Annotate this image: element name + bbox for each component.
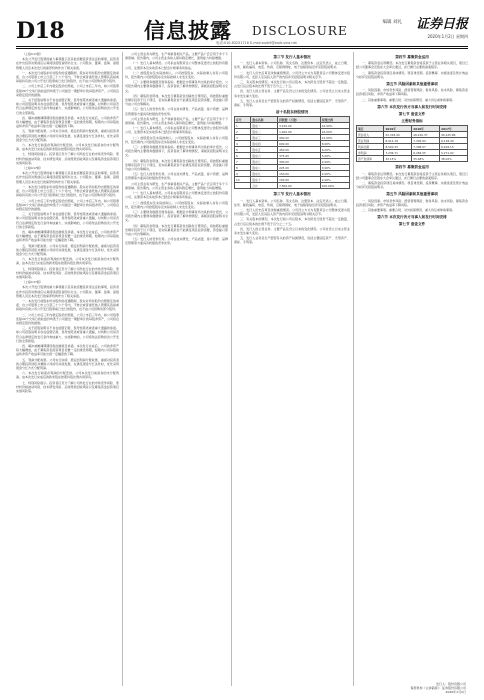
- table-cell: 合计: [251, 183, 278, 189]
- body-paragraph: 本次公开发行股票的重大事项提示及其他需要投资者注意的事项，投资者在作出投资决策前应认真阅读招股说明书全文。公司股东、董事、监事、高级管理人员及本次发行的保荐机构作出了相关承诺。: [16, 171, 119, 184]
- section-heading: 第三节 发行人基本情况: [273, 192, 311, 197]
- table-cell: 7: [235, 159, 251, 165]
- table-cell: 股东三: [251, 135, 278, 141]
- table-cell: 375.00: [278, 153, 321, 159]
- table-header-cell: 持股数（万股）: [278, 117, 321, 123]
- body-paragraph: 公司主营业务为研发、生产和销售相关产品，主要产品广泛应用于多个下游领域。报告期内，公司主营业务收入保持稳定增长，盈利能力持续增强。: [125, 116, 228, 126]
- issue-date: 2020年1月2日 星期四: [427, 34, 468, 39]
- body-paragraph: 四、填补被摊薄即期回报的措施及承诺。本次发行完成后，公司的净资产将大幅增加，由于募集资金投资项目需要一定的建设周期，短期内公司每股收益和净资产收益率可能出现一定幅度的下降。: [16, 115, 119, 129]
- table-header-cell: 股东名称: [251, 117, 278, 123]
- section-title-cn: 信息披露: [144, 18, 232, 43]
- section-heading: 第五节 风险因素和其他重要事项: [386, 192, 438, 197]
- body-paragraph: （四）募集资金用途。本次发行募集资金扣除发行费用后，将按照轻重缓急顺序投资于以下项目，若实际募集资金不能满足项目投资需要，资金缺口部分由公司自筹解决。: [125, 93, 228, 107]
- table-cell: 8,412.19: [384, 138, 412, 144]
- body-paragraph: 二、募集资金投资项目具体情况。项目建设期、投资概算、实施进度及预计效益分析详见招股说明书。: [356, 70, 468, 79]
- section-heading: 第六节 本次发行各方当事人和发行时间安排: [377, 104, 447, 109]
- body-paragraph: （二）控股股东及实际控制人。公司控股股东、实际控制人持有公司股份，报告期内公司控股股东及实际控制人未发生变化。: [125, 70, 228, 80]
- table-cell: 5,271.92: [440, 150, 468, 156]
- text-column-3: [234, 52, 350, 686]
- data-table: [234, 116, 350, 189]
- body-paragraph: 四、填补被摊薄即期回报的措施及承诺。本次发行完成后，公司的净资产将大幅增加，由于募集资金投资项目需要一定的建设周期，短期内公司每股收益和净资产收益率可能出现一定幅度的下降。: [16, 344, 119, 357]
- body-paragraph: （一）发行人基本情况。公司系由有限责任公司整体变更设立的股份有限公司，注册资本及实收资本已经会计师事务所验证。: [125, 191, 228, 200]
- text-column-2: [125, 52, 228, 686]
- table-cell: 600.00: [278, 141, 321, 147]
- body-paragraph: 二、公司上市后三年内稳定股价的预案，公司上市后三年内，如公司股票连续20个交易日的收盘价均低于公司最近一期经审计的每股净资产，公司将启动稳定股价的措施。: [16, 312, 119, 325]
- body-paragraph: （一）发行人基本情况。公司系由有限责任公司整体变更设立的股份有限公司，注册资本及实收资本已经会计师事务所验证。: [125, 126, 228, 135]
- body-paragraph: （三）主要财务数据及财务指标。根据会计师事务所出具的审计报告，公司报告期内主要财务数据如下，投资者欲了解详细情况，请阅读招股说明书全文。: [125, 145, 228, 158]
- body-paragraph: 五、发行人业务及生产经营有关的资产权属情况，包括主要固定资产、无形资产、商标、专利等。: [234, 98, 350, 108]
- body-paragraph: （上接C17版）: [22, 52, 43, 56]
- table-cell: 净利润: [357, 150, 384, 156]
- table-cell: 38.02%: [440, 156, 468, 162]
- table-cell: 8.00%: [320, 141, 349, 147]
- column-divider: [122, 52, 123, 686]
- section-title-en: DISCLOSURE: [252, 24, 348, 38]
- table-cell: 股东九: [251, 171, 278, 177]
- table-cell: 10: [235, 177, 251, 183]
- body-paragraph: 二、募集资金投资项目具体情况。项目建设期、投资概算、实施进度及预计效益分析详见招股说明书。: [356, 181, 468, 190]
- section-heading: 第七节 备查文件: [398, 112, 426, 117]
- table-cell: 7,236.71: [384, 150, 412, 156]
- table-cell: 6,204.15: [440, 144, 468, 150]
- table-cell: 4.00%: [320, 159, 349, 165]
- table-header-cell: 2019年: [384, 126, 412, 132]
- body-paragraph: 三、有关股本的情况。本次发行前公司总股本，本次拟发行股份不超过一定数量，占发行后总股本的比例不低于百分之二十五。: [234, 217, 350, 226]
- body-paragraph: 一、风险因素。市场竞争风险、经营管理风险、财务风险、技术风险、募集资金投资项目风险、净资产收益率下降风险。: [356, 88, 468, 97]
- table-cell: 5: [235, 147, 251, 153]
- body-paragraph: 三、关于招股说明书不存在虚假记载、误导性陈述或者重大遗漏的承诺。如公司招股说明书存在虚假记载、误导性陈述或者重大遗漏，对判断公司是否符合法律规定的发行条件构成重大、实质影响的，公司将依法回购首次公开发行的全部新股。: [16, 212, 119, 229]
- body-paragraph: 五、利润分配政策。公司实行持续、稳定的利润分配政策，重视对投资者的合理投资回报并兼顾公司的可持续发展，在满足现金分红条件时，优先采用现金分红方式分配利润。: [16, 243, 119, 256]
- body-paragraph: 六、本次发行前滚存利润的分配安排。公司本次发行前滚存的未分配利润，由本次发行完成后的新老股东按照持股比例共同享有。: [16, 257, 119, 266]
- body-paragraph: 三、有关股本的情况。本次发行前公司总股本，本次拟发行股份不超过一定数量，占发行后总股本的比例不低于百分之二十五。: [234, 80, 350, 89]
- table-row: [357, 156, 468, 162]
- table-cell: 6,284.55: [412, 150, 440, 156]
- body-paragraph: 四、发行人的主营业务、主要产品及设立以来的变化情况。公司自设立以来主营业务未发生重大变化。: [234, 89, 350, 98]
- table-cell: 股东二: [251, 129, 278, 135]
- footer-issuer: 发行人：股份有限公司: [435, 682, 466, 686]
- table-cell: 9: [235, 171, 251, 177]
- footer-underwriter: 保荐机构（主承销商）：证券股份有限公司: [410, 686, 466, 690]
- table-cell: 3.00%: [320, 165, 349, 171]
- header-rule: [16, 46, 468, 47]
- body-paragraph: 一、募集资金运用概况。本次发行募集资金将投资于主营业务相关项目，项目已经公司董事会及股东大会审议通过，并已履行必要的备案程序。: [356, 171, 468, 180]
- table-cell: 150.00: [278, 171, 321, 177]
- table-cell: 1,200.00: [278, 129, 321, 135]
- body-paragraph: 四、发行人的主营业务、主要产品及设立以来的变化情况。公司自设立以来主营业务未发生重大变化。: [234, 226, 350, 236]
- table-cell: 900.00: [278, 135, 321, 141]
- table-cell: 股东五: [251, 147, 278, 153]
- table-cell: 利润总额: [357, 144, 384, 150]
- body-paragraph: 一、风险因素。市场竞争风险、经营管理风险、财务风险、技术风险、募集资金投资项目风险、净资产收益率下降风险。: [356, 198, 468, 207]
- table-cell: 7,500.00: [278, 183, 321, 189]
- section-heading: 第六节 本次发行各方当事人和发行时间安排: [377, 215, 447, 220]
- body-paragraph: （五）发行人的竞争优势。公司在技术研发、产品质量、客户资源、品牌及管理等方面具有较强的竞争优势。: [125, 237, 228, 246]
- body-paragraph: 一、本次发行前股东所持股份的流通限制、股东对所持股份自愿锁定的承诺，自公司股票上市之日起三十六个月内，不转让或者委托他人管理其直接或间接持有的公司公开发行股票前已发行的股份，也不由公司回购该部分股份。: [16, 70, 119, 84]
- table-cell: 300.00: [278, 159, 321, 165]
- body-paragraph: 一、本次发行前股东所持股份的流通限制、股东对所持股份自愿锁定的承诺，自公司股票上市之日起三十六个月内，不转让或者委托他人管理其直接或间接持有的公司公开发行股票前已发行的股份，也不由公司回购该部分股份。: [16, 184, 119, 198]
- section-heading: 第三节 发行人基本情况: [273, 55, 311, 59]
- body-paragraph: （五）发行人的竞争优势。公司在技术研发、产品质量、客户资源、品牌及管理等方面具有较强的竞争优势。: [125, 172, 228, 181]
- body-paragraph: （四）募集资金用途。本次发行募集资金扣除发行费用后，将按照轻重缓急顺序投资于以下项目，若实际募集资金不能满足项目投资需要，资金缺口部分由公司自筹解决。: [125, 223, 228, 236]
- table-cell: 3: [235, 135, 251, 141]
- body-paragraph: （五）发行人的竞争优势。公司在技术研发、产品质量、客户资源、品牌及管理等方面具有较强的竞争优势。: [125, 107, 228, 116]
- body-paragraph: 二、发行人历史沿革及改制重组情况。公司设立方式为有限责任公司整体变更为股份有限公司，发起人及其投入资产的内容详见招股说明书相关章节。: [234, 70, 350, 79]
- table-cell: 2.00%: [320, 177, 349, 183]
- table-cell: 资产负债率: [357, 156, 384, 162]
- table-header-cell: 序号: [235, 117, 251, 123]
- table-cell: 5.00%: [320, 153, 349, 159]
- body-paragraph: （上接C17版）: [22, 166, 43, 171]
- table-header-cell: 2017年: [440, 126, 468, 132]
- table-cell: 450.00: [278, 147, 321, 153]
- table-cell: 150.00: [278, 177, 321, 183]
- table-cell: 100.00%: [320, 183, 349, 189]
- contact-line: 电话:010-83251716 E-mail:zqrb9@zqrb.sina.net: [216, 41, 297, 45]
- table-header-cell: 持股比例: [320, 117, 349, 123]
- table-cell: 2.00%: [320, 171, 349, 177]
- body-paragraph: 二、其他重要事项。重要合同、对外担保情况、重大诉讼或仲裁事项。: [362, 208, 456, 213]
- body-paragraph: （二）控股股东及实际控制人。公司控股股东、实际控制人持有公司股份，报告期内公司控股股东及实际控制人未发生变化。: [125, 200, 228, 209]
- body-paragraph: 二、其他重要事项。重要合同、对外担保情况、重大诉讼或仲裁事项。: [362, 97, 456, 102]
- footer-date: 2020年1月2日: [445, 690, 466, 694]
- column-divider: [353, 52, 354, 686]
- table-title: 主要财务指标: [401, 119, 423, 124]
- footer-note: [410, 682, 466, 694]
- section-heading: 第四节 募集资金运用: [395, 165, 429, 170]
- body-paragraph: 七、特别风险提示。投资者应充分了解公司所处行业的市场竞争风险、原材料价格波动风险、技术研发风险、应收账款回收风险以及募集资金投资项目实施风险等。: [16, 266, 119, 279]
- table-cell: 42.00%: [320, 123, 349, 129]
- table-cell: 35.48%: [412, 156, 440, 162]
- table-cell: 股东一: [251, 123, 278, 129]
- section-heading: 第四节 募集资金运用: [395, 55, 429, 59]
- body-paragraph: 三、关于招股说明书不存在虚假记载、误导性陈述或者重大遗漏的承诺。如公司招股说明书存在虚假记载、误导性陈述或者重大遗漏，对判断公司是否符合法律规定的发行条件构成重大、实质影响的，公司将依法回购首次公开发行的全部新股。: [16, 326, 119, 343]
- body-paragraph: 一、本次发行前股东所持股份的流通限制、股东对所持股份自愿锁定的承诺，自公司股票上市之日起三十六个月内，不转让或者委托他人管理其直接或间接持有的公司公开发行股票前已发行的股份，也不由公司回购该部分股份。: [16, 298, 119, 312]
- body-paragraph: （三）主要财务数据及财务指标。根据会计师事务所出具的审计报告，公司报告期内主要财务数据如下，投资者欲了解详细情况，请阅读招股说明书全文。: [125, 80, 228, 93]
- body-paragraph: 一、募集资金运用概况。本次发行募集资金将投资于主营业务相关项目，项目已经公司董事会及股东大会审议通过，并已履行必要的备案程序。: [356, 61, 468, 70]
- paper-name: 证券日报: [415, 17, 468, 32]
- table-cell: 7,398.07: [412, 144, 440, 150]
- body-paragraph: （二）控股股东及实际控制人。公司控股股东、实际控制人持有公司股份，报告期内公司控股股东及实际控制人未发生变化。: [125, 135, 228, 144]
- body-paragraph: 本次公开发行股票的重大事项提示及其他需要投资者注意的事项，投资者在作出投资决策前应认真阅读招股说明书全文。公司股东、董事、监事、高级管理人员及本次发行的保荐机构作出了相关承诺。: [16, 57, 119, 70]
- data-table: [356, 125, 468, 162]
- table-cell: 2: [235, 129, 251, 135]
- body-paragraph: 五、利润分配政策。公司实行持续、稳定的利润分配政策，重视对投资者的合理投资回报并兼顾公司的可持续发展，在满足现金分红条件时，优先采用现金分红方式分配利润。: [16, 357, 119, 371]
- body-paragraph: 二、发行人历史沿革及改制重组情况。公司设立方式为有限责任公司整体变更为股份有限公司，发起人及其投入资产的内容详见招股说明书相关章节。: [234, 208, 350, 217]
- body-paragraph: 六、本次发行前滚存利润的分配安排。公司本次发行前滚存的未分配利润，由本次发行完成后的新老股东按照持股比例共同享有。: [16, 371, 119, 380]
- masthead: [16, 18, 468, 44]
- body-paragraph: 一、发行人基本资料。公司名称、英文名称、注册资本、法定代表人、成立日期、住所、邮政编码、电话、传真、互联网网址、电子信箱等信息详见招股说明书。: [234, 198, 350, 207]
- editor-credit: 编辑 刘礼: [382, 20, 402, 25]
- body-paragraph: 二、公司上市后三年内稳定股价的预案，公司上市后三年内，如公司股票连续20个交易日的收盘价均低于公司最近一期经审计的每股净资产，公司将启动稳定股价的措施。: [16, 84, 119, 97]
- table-cell: 6.00%: [320, 147, 349, 153]
- table-cell: 40,125.86: [440, 132, 468, 138]
- table-cell: 6,118.40: [440, 138, 468, 144]
- table-cell: 1: [235, 123, 251, 129]
- table-cell: 营业收入: [357, 132, 384, 138]
- table-cell: 46,210.37: [412, 132, 440, 138]
- body-paragraph: 公司主营业务为研发、生产和销售相关产品，主要产品广泛应用于多个下游领域。报告期内，公司主营业务收入保持稳定增长，盈利能力持续增强。: [125, 181, 228, 190]
- table-cell: 7,305.62: [412, 138, 440, 144]
- table-header-cell: 项目: [357, 126, 384, 132]
- table-cell: 股东十: [251, 177, 278, 183]
- text-column-4: [356, 52, 468, 686]
- table-cell: 股东四: [251, 141, 278, 147]
- table-cell: 12.00%: [320, 135, 349, 141]
- body-paragraph: 五、利润分配政策。公司实行持续、稳定的利润分配政策，重视对投资者的合理投资回报并兼顾公司的可持续发展，在满足现金分红条件时，优先采用现金分红方式分配利润。: [16, 129, 119, 142]
- column-divider: [231, 52, 232, 686]
- table-cell: 225.00: [278, 165, 321, 171]
- body-paragraph: 三、关于招股说明书不存在虚假记载、误导性陈述或者重大遗漏的承诺。如公司招股说明书存在虚假记载、误导性陈述或者重大遗漏，对判断公司是否符合法律规定的发行条件构成重大、实质影响的，公司将依法回购首次公开发行的全部新股。: [16, 98, 119, 115]
- body-paragraph: （上接C17版）: [22, 280, 43, 285]
- table-cell: 4: [235, 141, 251, 147]
- table-cell: 3,150.00: [278, 123, 321, 129]
- body-paragraph: （四）募集资金用途。本次发行募集资金扣除发行费用后，将按照轻重缓急顺序投资于以下项目，若实际募集资金不能满足项目投资需要，资金缺口部分由公司自筹解决。: [125, 158, 228, 172]
- body-paragraph: 二、公司上市后三年内稳定股价的预案，公司上市后三年内，如公司股票连续20个交易日的收盘价均低于公司最近一期经审计的每股净资产，公司将启动稳定股价的措施。: [16, 198, 119, 211]
- table-cell: 16.00%: [320, 129, 349, 135]
- body-paragraph: （一）发行人基本情况。公司系由有限责任公司整体变更设立的股份有限公司，注册资本及实收资本已经会计师事务所验证。: [125, 61, 228, 70]
- section-heading: 第七节 备查文件: [398, 222, 426, 227]
- header-rule-thin: [16, 48, 468, 49]
- table-cell: 32.15%: [384, 156, 412, 162]
- text-column-1: [16, 52, 119, 686]
- table-title: 前十名股东持股情况: [275, 110, 309, 115]
- table-cell: 营业利润: [357, 138, 384, 144]
- table-cell: [235, 183, 251, 189]
- table-row: [235, 183, 350, 189]
- table-cell: 6: [235, 153, 251, 159]
- table-cell: 8,520.33: [384, 144, 412, 150]
- body-paragraph: 七、特别风险提示。投资者应充分了解公司所处行业的市场竞争风险、原材料价格波动风险、技术研发风险、应收账款回收风险以及募集资金投资项目实施风险等。: [16, 380, 119, 394]
- table-cell: 8: [235, 165, 251, 171]
- body-paragraph: 七、特别风险提示。投资者应充分了解公司所处行业的市场竞争风险、原材料价格波动风险、技术研发风险、应收账款回收风险以及募集资金投资项目实施风险等。: [16, 152, 119, 165]
- body-paragraph: 六、本次发行前滚存利润的分配安排。公司本次发行前滚存的未分配利润，由本次发行完成后的新老股东按照持股比例共同享有。: [16, 143, 119, 152]
- body-paragraph: 一、发行人基本资料。公司名称、英文名称、注册资本、法定代表人、成立日期、住所、邮政编码、电话、传真、互联网网址、电子信箱等信息详见招股说明书。: [234, 61, 350, 70]
- body-paragraph: 四、填补被摊薄即期回报的措施及承诺。本次发行完成后，公司的净资产将大幅增加，由于募集资金投资项目需要一定的建设周期，短期内公司每股收益和净资产收益率可能出现一定幅度的下降。: [16, 229, 119, 243]
- body-paragraph: 本次公开发行股票的重大事项提示及其他需要投资者注意的事项，投资者在作出投资决策前应认真阅读招股说明书全文。公司股东、董事、监事、高级管理人员及本次发行的保荐机构作出了相关承诺。: [16, 285, 119, 298]
- body-paragraph: 五、发行人业务及生产经营有关的资产权属情况，包括主要固定资产、无形资产、商标、专利等。: [234, 236, 350, 245]
- table-cell: 股东六: [251, 153, 278, 159]
- body-paragraph: 公司主营业务为研发、生产和销售相关产品，主要产品广泛应用于多个下游领域。报告期内，公司主营业务收入保持稳定增长，盈利能力持续增强。: [125, 52, 228, 61]
- paper-brand: [416, 18, 468, 40]
- section-heading: 第五节 风险因素和其他重要事项: [386, 82, 438, 87]
- page-number: D18: [16, 18, 65, 44]
- table-cell: 股东八: [251, 165, 278, 171]
- body-paragraph: （三）主要财务数据及财务指标。根据会计师事务所出具的审计报告，公司报告期内主要财务数据如下，投资者欲了解详细情况，请阅读招股说明书全文。: [125, 209, 228, 223]
- table-cell: 股东七: [251, 159, 278, 165]
- table-header-cell: 2018年: [412, 126, 440, 132]
- table-cell: 52,318.44: [384, 132, 412, 138]
